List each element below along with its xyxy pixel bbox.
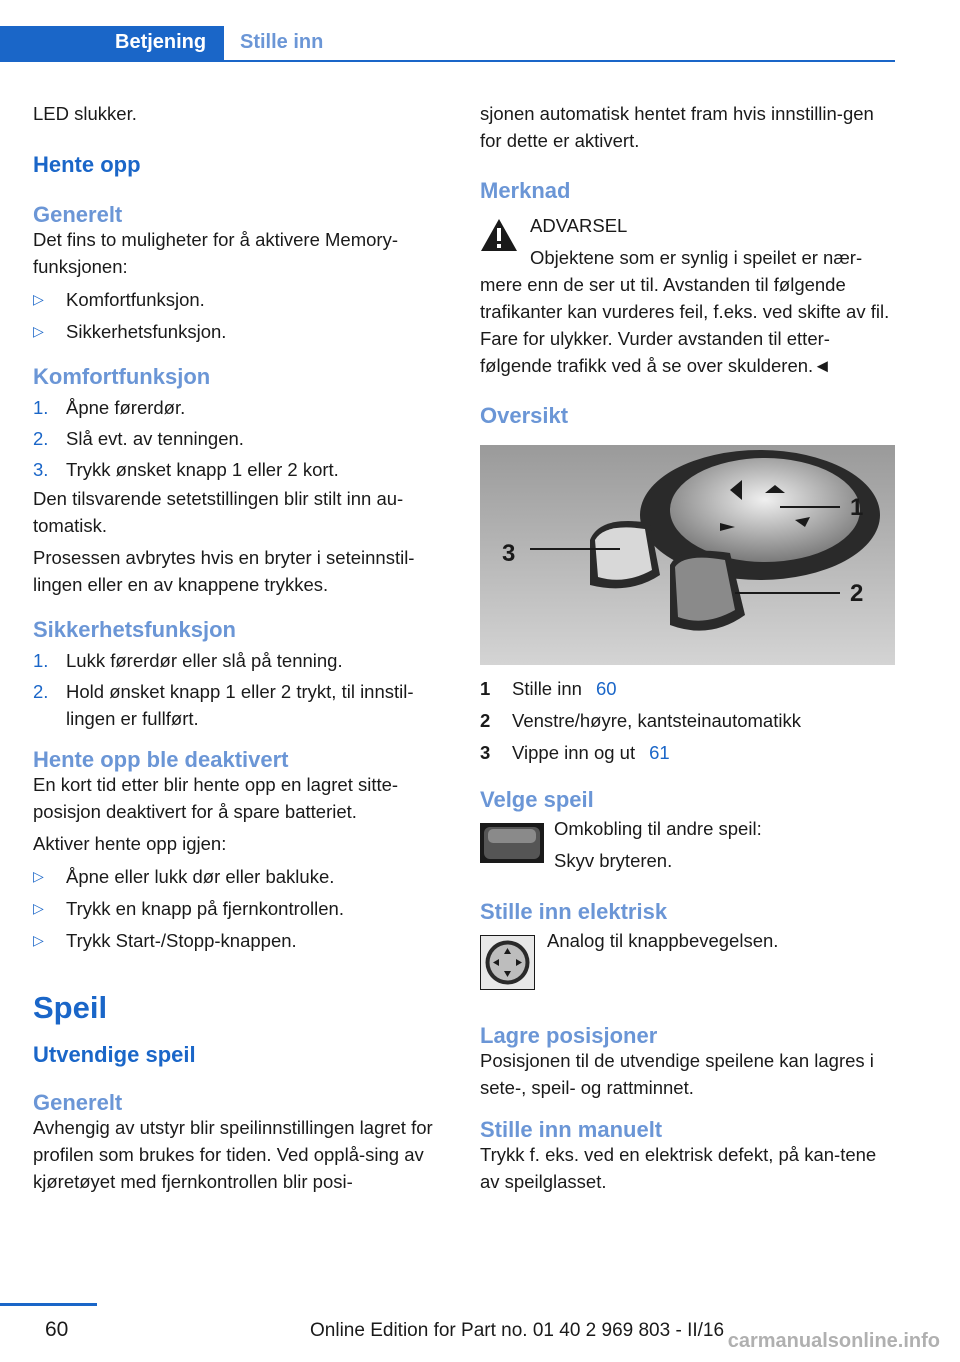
heading-velge-speil: Velge speil xyxy=(480,787,594,812)
elektrisk-block xyxy=(480,927,898,1011)
tab-stille-inn[interactable]: Stille inn xyxy=(240,31,324,53)
heading-generelt: Generelt xyxy=(33,202,123,227)
list-item: ▷ Sikkerhetsfunksjon. xyxy=(33,318,448,345)
triangle-bullet-icon: ▷ xyxy=(33,291,44,307)
warning-triangle-icon xyxy=(480,218,518,252)
paragraph-generelt-2: Avhengig av utstyr blir speilinnstillingen lagret for profilen som brukes for tiden. Ved opplå-sing av kjøretøyet med fjernkontrollen blir posi- xyxy=(33,1117,433,1192)
triangle-bullet-icon: ▷ xyxy=(33,868,44,884)
triangle-bullet-icon: ▷ xyxy=(33,932,44,948)
elektrisk-text: Analog til knappbevegelsen. xyxy=(547,930,779,951)
heading-merknad: Merknad xyxy=(480,178,571,203)
list-item: 2. Hold ønsket knapp 1 eller 2 trykt, til innstil-lingen er fullført. xyxy=(33,681,414,729)
generelt-list xyxy=(33,286,448,345)
photo-label-3: 3 xyxy=(502,540,516,567)
page-ref-link[interactable]: 61 xyxy=(649,742,670,763)
triangle-bullet-icon: ▷ xyxy=(33,323,44,339)
page-number: 60 xyxy=(45,1318,69,1341)
chapter-tab-bar xyxy=(0,0,895,62)
mirror-selector-switch-icon xyxy=(480,823,544,863)
list-item: ▷ Trykk Start-/Stopp-knappen. xyxy=(33,927,448,954)
paragraph-deaktivert: En kort tid etter blir hente opp en lagret sitte-posisjon deaktivert for å spare batteriet. xyxy=(33,774,399,822)
page-ref-link[interactable]: 60 xyxy=(595,678,617,699)
list-item: ▷ Komfortfunksjon. xyxy=(33,286,448,313)
photo-legend xyxy=(480,675,898,766)
heading-oversikt: Oversikt xyxy=(480,403,569,428)
list-item: 3. Trykk ønsket knapp 1 eller 2 kort. xyxy=(33,459,339,480)
footer-accent-line xyxy=(0,1303,97,1306)
paragraph-komfort-1: Den tilsvarende setetstillingen blir stilt inn au-tomatisk. xyxy=(33,488,404,536)
legend-row: 1 Stille inn 60 xyxy=(480,675,898,702)
watermark: carmanualsonline.info xyxy=(727,1330,940,1352)
left-column xyxy=(33,100,448,1195)
triangle-bullet-icon: ▷ xyxy=(33,900,44,916)
heading-stille-inn-manuelt: Stille inn manuelt xyxy=(480,1117,663,1142)
heading-generelt-2: Generelt xyxy=(33,1090,123,1115)
list-item: ▷ Åpne eller lukk dør eller bakluke. xyxy=(33,863,448,890)
mirror-switch-photo xyxy=(480,445,895,665)
tab-underline xyxy=(0,60,895,62)
heading-lagre-posisjoner: Lagre posisjoner xyxy=(480,1023,658,1048)
heading-komfortfunksjon: Komfortfunksjon xyxy=(33,364,211,389)
warning-title: ADVARSEL xyxy=(530,215,628,236)
heading-hente-opp-deaktivert: Hente opp ble deaktivert xyxy=(33,747,289,772)
tab-betjening[interactable]: Betjening xyxy=(0,26,224,62)
heading-sikkerhetsfunksjon: Sikkerhetsfunksjon xyxy=(33,617,236,642)
heading-utvendige-speil: Utvendige speil xyxy=(33,1042,196,1067)
list-item: 1. Åpne førerdør. xyxy=(33,397,186,418)
heading-stille-inn-elektrisk: Stille inn elektrisk xyxy=(480,899,668,924)
mirror-adjust-knob-icon xyxy=(480,935,535,990)
footer-edition: Online Edition for Part no. 01 40 2 969 803 - II/16 xyxy=(310,1320,725,1341)
photo-label-1: 1 xyxy=(850,494,864,521)
paragraph-continued: sjonen automatisk hentet fram hvis innstillin-gen for dette er aktivert. xyxy=(480,103,874,151)
heading-hente-opp: Hente opp xyxy=(33,152,141,177)
warning-text: Objektene som er synlig i speilet er nær-mere enn de ser ut til. Avstanden til følgende trafikanter kan vurderes feil, f.eks. ved skifte av fil. Fare for ulykker. Vurder avstanden til etter-følgende trafikk ved å se over skulderen.◄ xyxy=(480,247,890,376)
legend-row: 2 Venstre/høyre, kantsteinautomatikk xyxy=(480,710,801,731)
list-item: ▷ Trykk en knapp på fjernkontrollen. xyxy=(33,895,448,922)
paragraph-aktiver: Aktiver hente opp igjen: xyxy=(33,833,227,854)
warning-block xyxy=(480,212,898,239)
paragraph-generelt: Det fins to muligheter for å aktivere Memory-funksjonen: xyxy=(33,229,398,277)
paragraph-lagre: Posisjonen til de utvendige speilene kan lagres i sete-, speil- og rattminnet. xyxy=(480,1050,874,1098)
paragraph-manuelt: Trykk f. eks. ved en elektrisk defekt, på kan-tene av speilglasset. xyxy=(480,1144,877,1192)
aktiver-list xyxy=(33,863,448,954)
intro-text: LED slukker. xyxy=(33,103,137,124)
komfort-steps xyxy=(33,394,448,483)
sikkerhet-steps xyxy=(33,647,448,732)
list-item: 2. Slå evt. av tenningen. xyxy=(33,428,244,449)
photo-label-2: 2 xyxy=(850,580,864,607)
velge-speil-block xyxy=(480,815,898,879)
right-column xyxy=(480,100,898,1195)
legend-row: 3 Vippe inn og ut 61 xyxy=(480,739,898,766)
list-item: 1. Lukk førerdør eller slå på tenning. xyxy=(33,650,343,671)
velge-line-1: Omkobling til andre speil: xyxy=(554,818,762,839)
velge-line-2: Skyv bryteren. xyxy=(554,850,673,871)
heading-speil: Speil xyxy=(33,990,108,1025)
paragraph-komfort-2: Prosessen avbrytes hvis en bryter i seteinnstil-lingen eller en av knappene trykkes. xyxy=(33,547,415,595)
